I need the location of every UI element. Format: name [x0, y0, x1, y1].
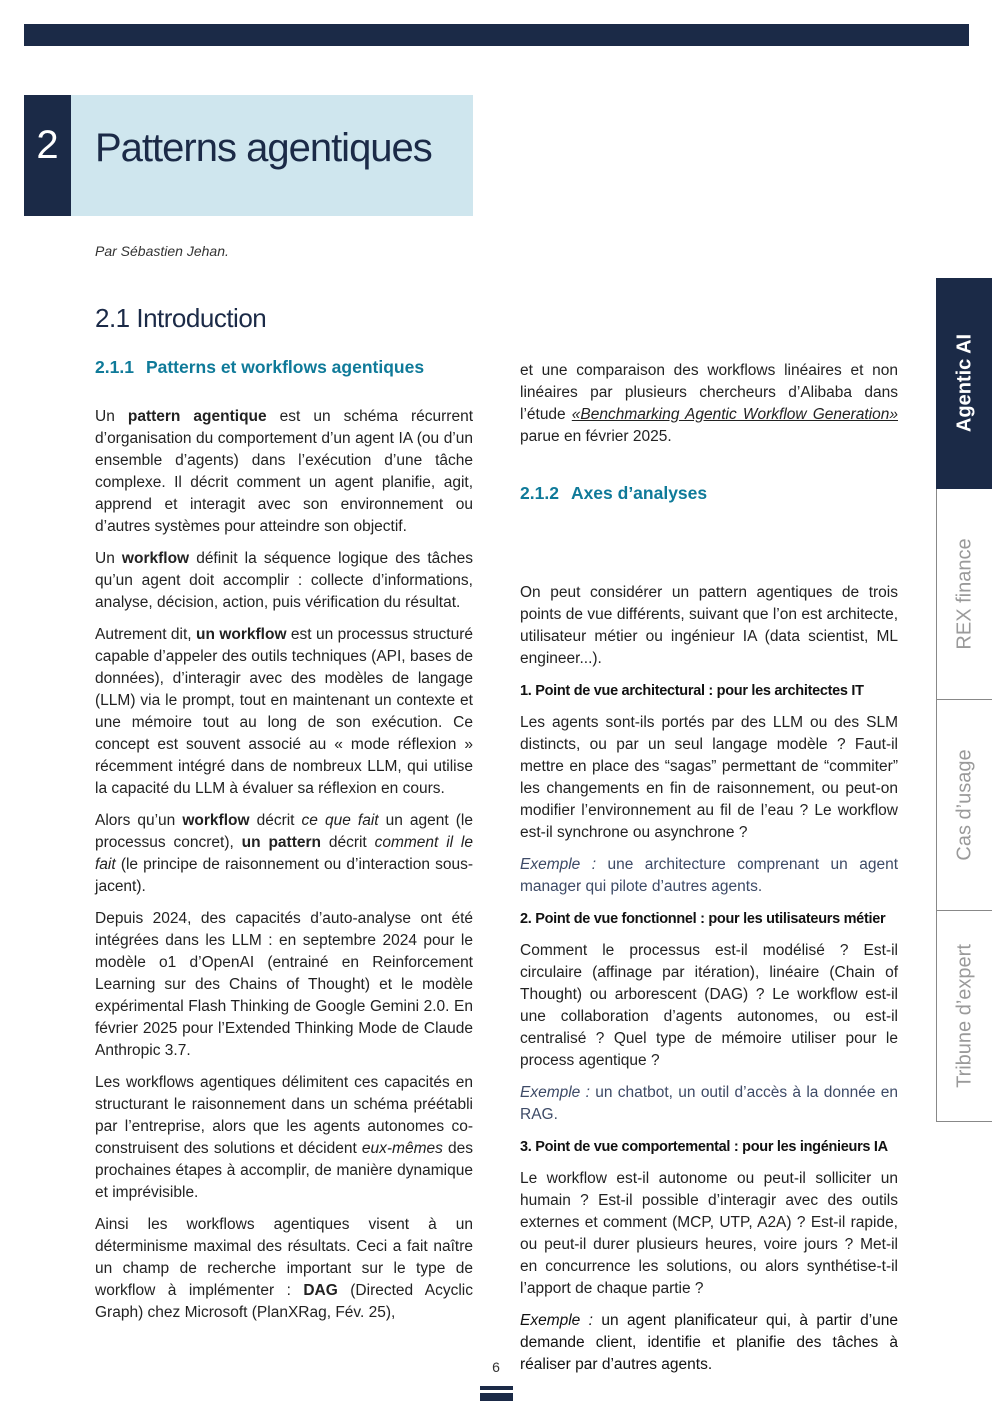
study-link[interactable]: «Benchmarking Agentic Workflow Generation»	[571, 406, 898, 423]
viewpoint-heading-behavioral: 3. Point de vue comportemental : pour les ingénieurs IA	[520, 1139, 888, 1155]
tab-tribune-expert[interactable]: Tribune d’expert	[936, 911, 992, 1122]
paragraph: Depuis 2024, des capacités d’auto-analyse ont été intégrées dans les LLM : en septembre 2024 pour le modèle o1 d’OpenAI (entrainé en Reinforcement Learning sur des Chains of Thought) et le modèle expérimental Flash Thinking de Google Gemini 2.0. En février 2025 pour l’Extended Thinking Mode de Claude Anthropic 3.7.	[95, 910, 473, 1059]
example-paragraph: Exemple : un agent planificateur qui, à partir d’une demande client, identifie et planifie des tâches à réaliser par d’autres agents.	[520, 1312, 898, 1373]
viewpoint-heading-architectural: 1. Point de vue architectural : pour les architectes IT	[520, 683, 864, 699]
paragraph: Comment le processus est-il modélisé ? Est-il circulaire (affinage par itération), linéaire (Chain of Thought) ou arborescent (DAG) ? Le workflow est-il une collaboration d’agents autonomes, ou est-il centralisé ? Quel type de mémoire utiliser pour le process agentique ?	[520, 942, 898, 1069]
chapter-number: 2	[24, 95, 71, 216]
tab-rex-finance[interactable]: REX finance	[936, 489, 992, 700]
right-column	[520, 360, 898, 1386]
footer-mark	[480, 1386, 513, 1390]
paragraph: Alors qu’un workflow décrit ce que fait un agent (le processus concret), un pattern décrit comment il le fait (le principe de raisonnement ou d’interaction sous-jacent).	[95, 812, 473, 895]
tab-agentic-ai[interactable]: Agentic AI	[936, 278, 992, 489]
paragraph: Ainsi les workflows agentiques visent à un déterminisme maximal des résultats. Ceci a fait naître un champ de recherche important sur le type de workflow à implémenter : DAG (Directed Acyclic Graph) chez Microsoft (PlanXRag, Fév. 25),	[95, 1216, 473, 1321]
subsection-spacer	[520, 458, 898, 582]
header-bar	[24, 24, 969, 46]
footer-mark	[480, 1393, 513, 1401]
subsection-label: Patterns et workflows agentiques	[145, 357, 425, 377]
chapter-title: Patterns agentiques	[95, 126, 432, 170]
example-paragraph: Exemple : une architecture comprenant un agent manager qui pilote d’autres agents.	[520, 856, 898, 895]
side-tabs	[936, 278, 992, 1122]
subsection-label: Axes d’analyses	[570, 483, 708, 503]
subsection-title-2	[520, 483, 707, 504]
subsection-title-1	[95, 357, 424, 378]
paragraph: On peut considérer un pattern agentiques de trois points de vue différents, suivant que l’on est architecte, utilisateur métier ou ingénieur IA (data scientist, ML engineer...).	[520, 584, 898, 667]
left-column	[95, 406, 473, 1334]
page-number: 6	[492, 1359, 500, 1375]
author-line: Par Sébastien Jehan.	[95, 243, 229, 259]
section-title: 2.1 Introduction	[95, 303, 267, 333]
paragraph: Le workflow est-il autonome ou peut-il solliciter un humain ? Est-il possible d’interagir avec des outils externes et comment (MCP, UTP, A2A) ? Est-il rapide, ou peut-il durer plusieurs heures, voire jours ? Met-il en concurrence les solutions, ou alors synthétise-t-il l’apport de chaque partie ?	[520, 1170, 898, 1297]
paragraph: et une comparaison des workflows linéaires et non linéaires par plusieurs chercheurs d’Alibaba dans l’étude «Benchmarking Agentic Workflow Generation» parue en février 2025.	[520, 362, 898, 445]
paragraph: Les workflows agentiques délimitent ces capacités en structurant le raisonnement dans un schéma préétabli par l’entreprise, alors que les agents autonomes co-construisent des solutions et décident eux-mêmes des prochaines étapes à accomplir, de manière dynamique et imprévisible.	[95, 1074, 473, 1201]
paragraph: Les agents sont-ils portés par des LLM ou des SLM distincts, ou par un seul langage modèle ? Faut-il mettre en place des “sagas” permettant de “commiter” les changements en fin de raisonnement, ou peut-on modifier l’environnement au fil de l’eau ? Le workflow est-il synchrone ou asynchrone ?	[520, 714, 898, 841]
tab-cas-usage[interactable]: Cas d’usage	[936, 700, 992, 911]
paragraph: Un workflow définit la séquence logique des tâches qu’un agent doit accomplir : collecte d’informations, analyse, décision, action, puis vérification du résultat.	[95, 550, 473, 611]
example-paragraph: Exemple : un chatbot, un outil d’accès à la donnée en RAG.	[520, 1084, 899, 1123]
paragraph: Autrement dit, un workflow est un processus structuré capable d’appeler des outils techniques (API, bases de données), d’interagir avec des modèles de langage (LLM) via le prompt, tout en maintenant un contexte et une mémoire tout au long de son exécution. Ce concept est souvent associé au « mode réflexion » récemment intégré dans de nombreux LLM, qui utilise la capacité du LLM à évaluer sa réflexion en cours.	[95, 626, 473, 797]
subsection-number: 2.1.1	[95, 357, 134, 377]
subsection-number: 2.1.2	[520, 483, 559, 503]
viewpoint-heading-functional: 2. Point de vue fonctionnel : pour les utilisateurs métier	[520, 911, 886, 927]
paragraph: Un pattern agentique est un schéma récurrent d’organisation du comportement d’un agent IA (ou d’un ensemble d’agents) dans l’exécution d’une tâche complexe. Il décrit comment un agent planifie, agit, apprend et interagit avec son environnement ou d’autres systèmes pour atteindre son objectif.	[95, 408, 473, 535]
